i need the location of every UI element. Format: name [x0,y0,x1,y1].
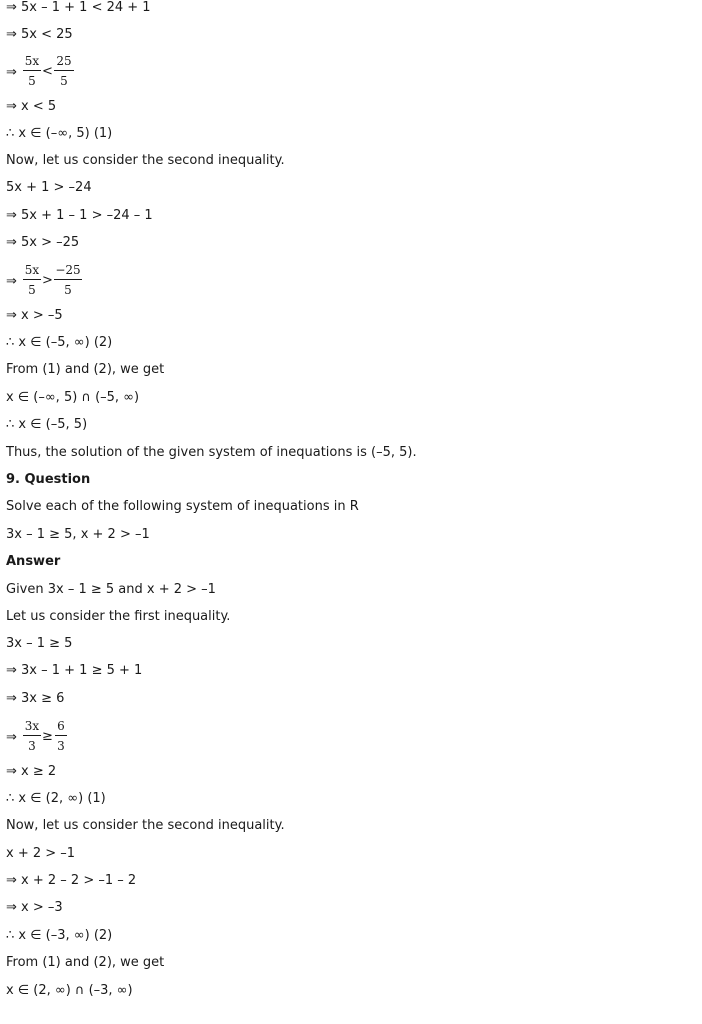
numerator: 3x [24,719,40,733]
fraction-left [23,53,41,89]
denominator: 5 [64,283,72,297]
conclusion-line: Thus, the solution of the given system of inequations is (–5, 5). [6,445,417,460]
text-line: Given 3x – 1 ≥ 5 and x + 2 > –1 [6,582,216,597]
numerator: −25 [55,263,81,277]
text-line: From (1) and (2), we get [6,955,165,970]
step-line: ∴ x ∈ (–3, ∞) (2) [6,928,113,943]
step-line: ∴ x ∈ (–5, ∞) (2) [6,335,113,350]
step-line: ⇒ 5x – 1 + 1 < 24 + 1 [6,0,151,15]
answer-heading: Answer [6,554,61,569]
fraction-right [54,53,74,89]
denominator: 5 [28,283,36,297]
fraction-right [55,718,67,754]
step-line: ⇒ x + 2 – 2 > –1 – 2 [6,873,137,888]
implies-symbol: ⇒ [6,274,17,289]
denominator: 3 [28,739,36,753]
relation-operator: ≥ [42,729,53,744]
step-line: x + 2 > –1 [6,846,76,861]
fraction-right [54,262,82,298]
question-text: Solve each of the following system of inequations in R [6,499,359,514]
step-line: ⇒ 3x – 1 + 1 ≥ 5 + 1 [6,663,143,678]
text-line: Let us consider the first inequality. [6,609,231,624]
step-line: 3x – 1 ≥ 5 [6,636,73,651]
fraction-bar [55,735,67,736]
numerator: 5x [24,54,40,68]
fraction-bar [23,70,41,71]
step-line: ⇒ 3x ≥ 6 [6,691,65,706]
step-line: ∴ x ∈ (–∞, 5) (1) [6,126,113,141]
fraction-left [23,262,41,298]
denominator: 5 [60,74,68,88]
question-inequations: 3x – 1 ≥ 5, x + 2 > –1 [6,527,150,542]
numerator: 25 [56,54,72,68]
fraction-left [23,718,41,754]
step-line: ∴ x ∈ (–5, 5) [6,417,88,432]
step-line: ⇒ 5x < 25 [6,27,73,42]
implies-symbol: ⇒ [6,65,17,80]
text-line: From (1) and (2), we get [6,362,165,377]
fraction-bar [54,70,74,71]
denominator: 5 [28,74,36,88]
step-line: x ∈ (–∞, 5) ∩ (–5, ∞) [6,390,140,405]
step-line: ⇒ x > –3 [6,900,63,915]
step-line: ⇒ 5x + 1 – 1 > –24 – 1 [6,208,153,223]
implies-symbol: ⇒ [6,730,17,745]
step-line: 5x + 1 > –24 [6,180,92,195]
text-line: Now, let us consider the second inequality. [6,153,285,168]
fraction-bar [23,735,41,736]
numerator: 6 [57,719,65,733]
step-line: ⇒ x > –5 [6,308,63,323]
step-line: ⇒ x < 5 [6,99,57,114]
question-heading: 9. Question [6,472,91,487]
step-line: ∴ x ∈ (2, ∞) (1) [6,791,106,806]
step-line: ⇒ x ≥ 2 [6,764,57,779]
text-line: Now, let us consider the second inequality. [6,818,285,833]
numerator: 5x [24,263,40,277]
relation-operator: > [42,273,53,288]
relation-operator: < [42,64,53,79]
step-line: x ∈ (2, ∞) ∩ (–3, ∞) [6,983,133,998]
fraction-bar [23,279,41,280]
step-line: ⇒ 5x > –25 [6,235,80,250]
fraction-bar [54,279,82,280]
denominator: 3 [57,739,65,753]
